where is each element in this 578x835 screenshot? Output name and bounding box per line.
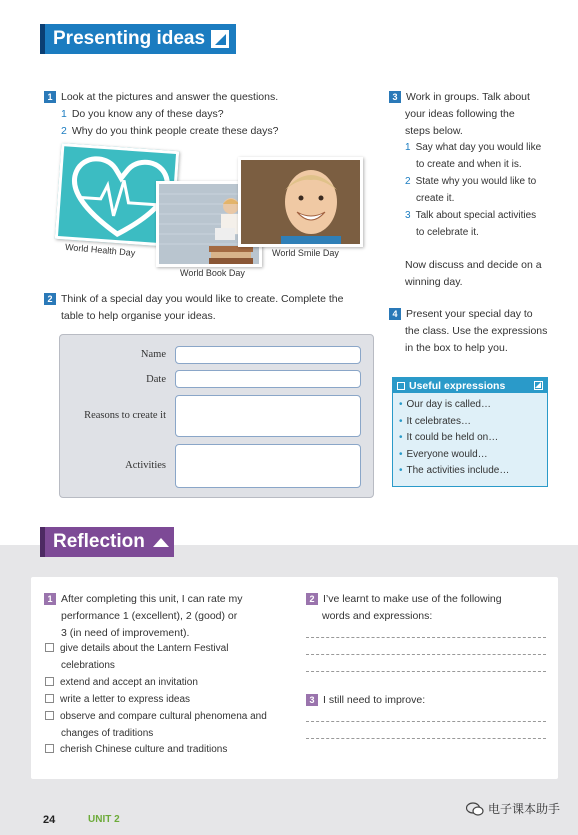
question-3-line2: your ideas following the — [405, 108, 515, 120]
question-number: 2 — [306, 593, 318, 605]
checkbox[interactable] — [45, 677, 54, 686]
activities-label: Activities — [125, 460, 166, 471]
list-item: • It celebrates… — [399, 415, 471, 427]
list-item: • The activities include… — [399, 465, 510, 476]
corner-arrow-icon — [534, 381, 543, 390]
wechat-icon — [466, 802, 484, 816]
question-number: 1 — [44, 593, 56, 605]
reflection-1-line2: performance 1 (excellent), 2 (good) or — [61, 610, 238, 622]
list-item: • Everyone would… — [399, 448, 488, 460]
q3-sub-1 — [405, 139, 541, 156]
name-label: Name — [140, 349, 166, 360]
answer-line[interactable] — [306, 671, 546, 672]
q3-sub-3-cont: to celebrate it. — [416, 227, 479, 238]
smiling-boy-icon — [241, 160, 363, 247]
caption-smile-day: World Smile Day — [272, 248, 339, 258]
question-number: 3 — [389, 91, 401, 103]
watermark — [466, 800, 560, 817]
question-text: Work in groups. Talk about — [406, 91, 530, 103]
checklist-text: give details about the Lantern Festival — [60, 643, 229, 654]
date-label: Date — [146, 374, 166, 385]
caption-book-day: World Book Day — [180, 268, 245, 278]
useful-expressions-box — [392, 377, 548, 487]
q3-sub-2-cont: create it. — [416, 193, 455, 204]
reflection-3 — [306, 692, 425, 709]
sub-text: Do you know any of these days? — [71, 108, 224, 120]
question-text: Look at the pictures and answer the questions. — [61, 91, 279, 103]
question-2-line2: table to help organise your ideas. — [61, 310, 216, 322]
question-text: Think of a special day you would like to create. Complete the — [61, 293, 344, 305]
activities-field[interactable] — [175, 444, 361, 488]
list-item: • Our day is called… — [399, 399, 491, 410]
checklist-text: observe and compare cultural phenomena and — [60, 711, 267, 722]
question-4 — [389, 306, 533, 323]
question-3-line3: steps below. — [405, 125, 463, 137]
reflection-2-line2: words and expressions: — [322, 610, 433, 622]
reflection-1 — [44, 591, 243, 608]
answer-line[interactable] — [306, 654, 546, 655]
reasons-label: Reasons to create it — [84, 410, 166, 421]
checklist-item[interactable] — [45, 675, 198, 692]
checklist-item-cont: changes of traditions — [61, 728, 154, 739]
section-title: Presenting ideas — [53, 28, 206, 49]
question-3 — [389, 89, 530, 106]
question-number: 1 — [44, 91, 56, 103]
checkbox[interactable] — [45, 711, 54, 720]
sub-text: State why you would like to — [415, 176, 537, 187]
answer-line[interactable] — [306, 637, 546, 638]
expression-text: The activities include… — [406, 465, 510, 476]
square-icon — [397, 382, 405, 390]
question-1 — [44, 89, 278, 106]
q3-sub-2 — [405, 173, 536, 190]
question-number: 4 — [389, 308, 401, 320]
sub-text: Say what day you would like — [415, 142, 542, 153]
question-number: 3 — [306, 694, 318, 706]
checklist-text: extend and accept an invitation — [60, 677, 198, 688]
sub-text: Why do you think people create these days? — [71, 125, 279, 137]
expression-list — [393, 393, 547, 480]
reflection-1-line3: 3 (in need of improvement). — [61, 627, 190, 639]
checklist-item[interactable] — [45, 709, 267, 726]
question-4-line3: in the box to help you. — [405, 342, 508, 354]
name-field[interactable] — [175, 346, 361, 364]
section-title: Reflection — [53, 531, 145, 552]
q1-sub-2 — [61, 123, 278, 140]
useful-expressions-header — [393, 378, 547, 393]
checkbox[interactable] — [45, 694, 54, 703]
q3-sub-3 — [405, 207, 536, 224]
checklist-text: cherish Chinese culture and traditions — [60, 744, 228, 755]
checkbox[interactable] — [45, 744, 54, 753]
reflection-header — [40, 527, 174, 557]
question-4-line2: the class. Use the expressions — [405, 325, 548, 337]
expression-text: It could be held on… — [406, 432, 499, 443]
reflection-2 — [306, 591, 502, 608]
sub-number: 2 — [61, 125, 67, 137]
reasons-field[interactable] — [175, 395, 361, 437]
question-number: 2 — [44, 293, 56, 305]
useful-expressions-title: Useful expressions — [409, 379, 506, 392]
expression-text: Everyone would… — [406, 448, 488, 460]
q3-discuss-cont: winning day. — [405, 276, 463, 288]
checkbox[interactable] — [45, 643, 54, 652]
page-number: 24 — [43, 814, 56, 826]
sub-text: Talk about special activities — [415, 210, 537, 221]
checklist-item-cont: celebrations — [61, 660, 115, 671]
question-text: After completing this unit, I can rate my — [61, 593, 243, 605]
list-item: • It could be held on… — [399, 432, 499, 443]
presenting-ideas-header — [40, 24, 236, 54]
answer-line[interactable] — [306, 721, 546, 722]
q1-sub-1 — [61, 106, 224, 123]
question-text: Present your special day to — [406, 308, 533, 320]
unit-label: UNIT 2 — [88, 814, 120, 825]
checklist-text: write a letter to express ideas — [60, 694, 191, 705]
sub-number: 1 — [405, 142, 411, 153]
corner-arrow-icon — [211, 30, 229, 48]
checklist-item[interactable] — [45, 641, 228, 658]
answer-line[interactable] — [306, 738, 546, 739]
sub-number: 3 — [405, 210, 411, 221]
question-2 — [44, 291, 344, 308]
q3-discuss: Now discuss and decide on a — [405, 259, 542, 271]
checklist-item[interactable] — [45, 742, 227, 759]
q3-sub-1-cont: to create and when it is. — [416, 159, 522, 170]
sub-number: 1 — [61, 108, 67, 120]
date-field[interactable] — [175, 370, 361, 388]
world-smile-day-photo — [238, 157, 363, 247]
checklist-item[interactable] — [45, 692, 190, 709]
caption-health-day: World Health Day — [64, 241, 136, 259]
question-text: I still need to improve: — [323, 694, 426, 706]
watermark-text: 电子课本助手 — [487, 802, 560, 816]
expression-text: Our day is called… — [406, 399, 491, 410]
question-text: I’ve learnt to make use of the following — [323, 593, 502, 605]
triangle-up-icon — [153, 538, 169, 547]
sub-number: 2 — [405, 176, 411, 187]
expression-text: It celebrates… — [406, 415, 471, 427]
